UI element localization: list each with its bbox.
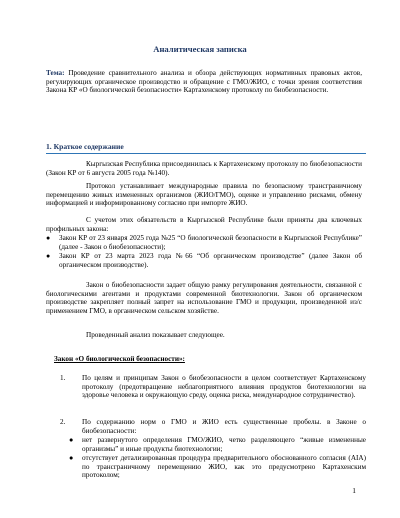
section-heading: 1. Краткое содержание <box>46 142 124 151</box>
paragraph-2: Протокол устанавливает международные правила по безопасному трансграничному перемещению живых измененных организмов (ЖИО/ГМО), оценке и управлению рисками, обмену информацией и информированному согласию при импорте ЖИО. <box>46 182 362 208</box>
bullet-icon: ● <box>69 454 74 462</box>
page-number: 1 <box>352 486 356 495</box>
list-item-text: Закон КР от 23 января 2025 года №25 “О биологической безопасности в Кыргызской Республике” (далее - Закон о биобезопасности); <box>59 234 362 251</box>
numbered-item <box>60 418 366 435</box>
document-title: Аналитическая записка <box>153 44 247 54</box>
topic-text: Проведение сравнительного анализа и обзора действующих нормативных правовых актов, регулирующих органическое производство и обращение с ГМО/ЖИО, с точки зрения соответствия Закона КР «О биологической безопасности» Картахенскому протоколу по биобезопасности. <box>46 69 362 95</box>
sub-list-item <box>69 436 366 453</box>
list-item <box>46 252 362 269</box>
topic-label: Тема: <box>46 69 65 77</box>
paragraph-1: Кыргызская Республика присоединилась к Картахенскому протоколу по биобезопасности (Закон КР от 6 августа 2005 года №140). <box>46 160 362 177</box>
topic-paragraph <box>46 69 362 95</box>
law-heading: Закон «О биологической безопасности»: <box>54 355 185 363</box>
list-item-text: Закон КР от 23 марта 2023 года №66 “Об органическом производстве” (далее Закон об органическом производстве). <box>59 252 362 269</box>
item-text: По целям и принципам Закон о биобезопасности в целом соответствует Картахенскому протоколу (предотвращение неблагоприятного влияния продуктов биотехнологии на здоровье человека и окружающую среду, оценка риска, международное сотрудничество). <box>82 374 366 400</box>
bullet-icon: ● <box>69 436 74 444</box>
paragraph-3: С учетом этих обязательств в Кыргызской Республике были приняты два ключевых профильных закона: <box>46 216 362 233</box>
item-text: По содержанию норм о ГМО и ЖИО есть существенные пробелы. в Законе о биобезопасности: <box>82 418 366 435</box>
list-item <box>46 234 362 251</box>
paragraph-4: Закон о биобезопасности задает общую рамку регулирования деятельности, связанной с биологическими агентами и продуктами современной биотехнологии. Закон об органическом производстве закрепляет полный запрет на использование ГМО и продукции, произведенной из/с применением ГМО, в органическом сельском хозяйстве. <box>46 281 362 316</box>
item-number: 1. <box>60 374 66 382</box>
paragraph-5: Проведенный анализ показывает следующее. <box>86 331 225 339</box>
numbered-item <box>60 374 366 400</box>
item-number: 2. <box>60 418 66 426</box>
section-divider <box>46 153 366 154</box>
sub-list-item-text: нет развернутого определения ГМО/ЖИО, четко разделяющего “живые измененные организмы” и иные продукты биотехнологии; <box>82 436 366 453</box>
bullet-icon: ● <box>46 252 51 260</box>
sub-list-item-text: отсутствует детализированная процедура предварительного обоснованного согласия (AIA) по трансграничному перемещению ЖИО, как это предусмотрено Картахенским протоколом; <box>82 454 366 480</box>
sub-list-item <box>69 454 366 480</box>
bullet-icon: ● <box>46 234 51 242</box>
